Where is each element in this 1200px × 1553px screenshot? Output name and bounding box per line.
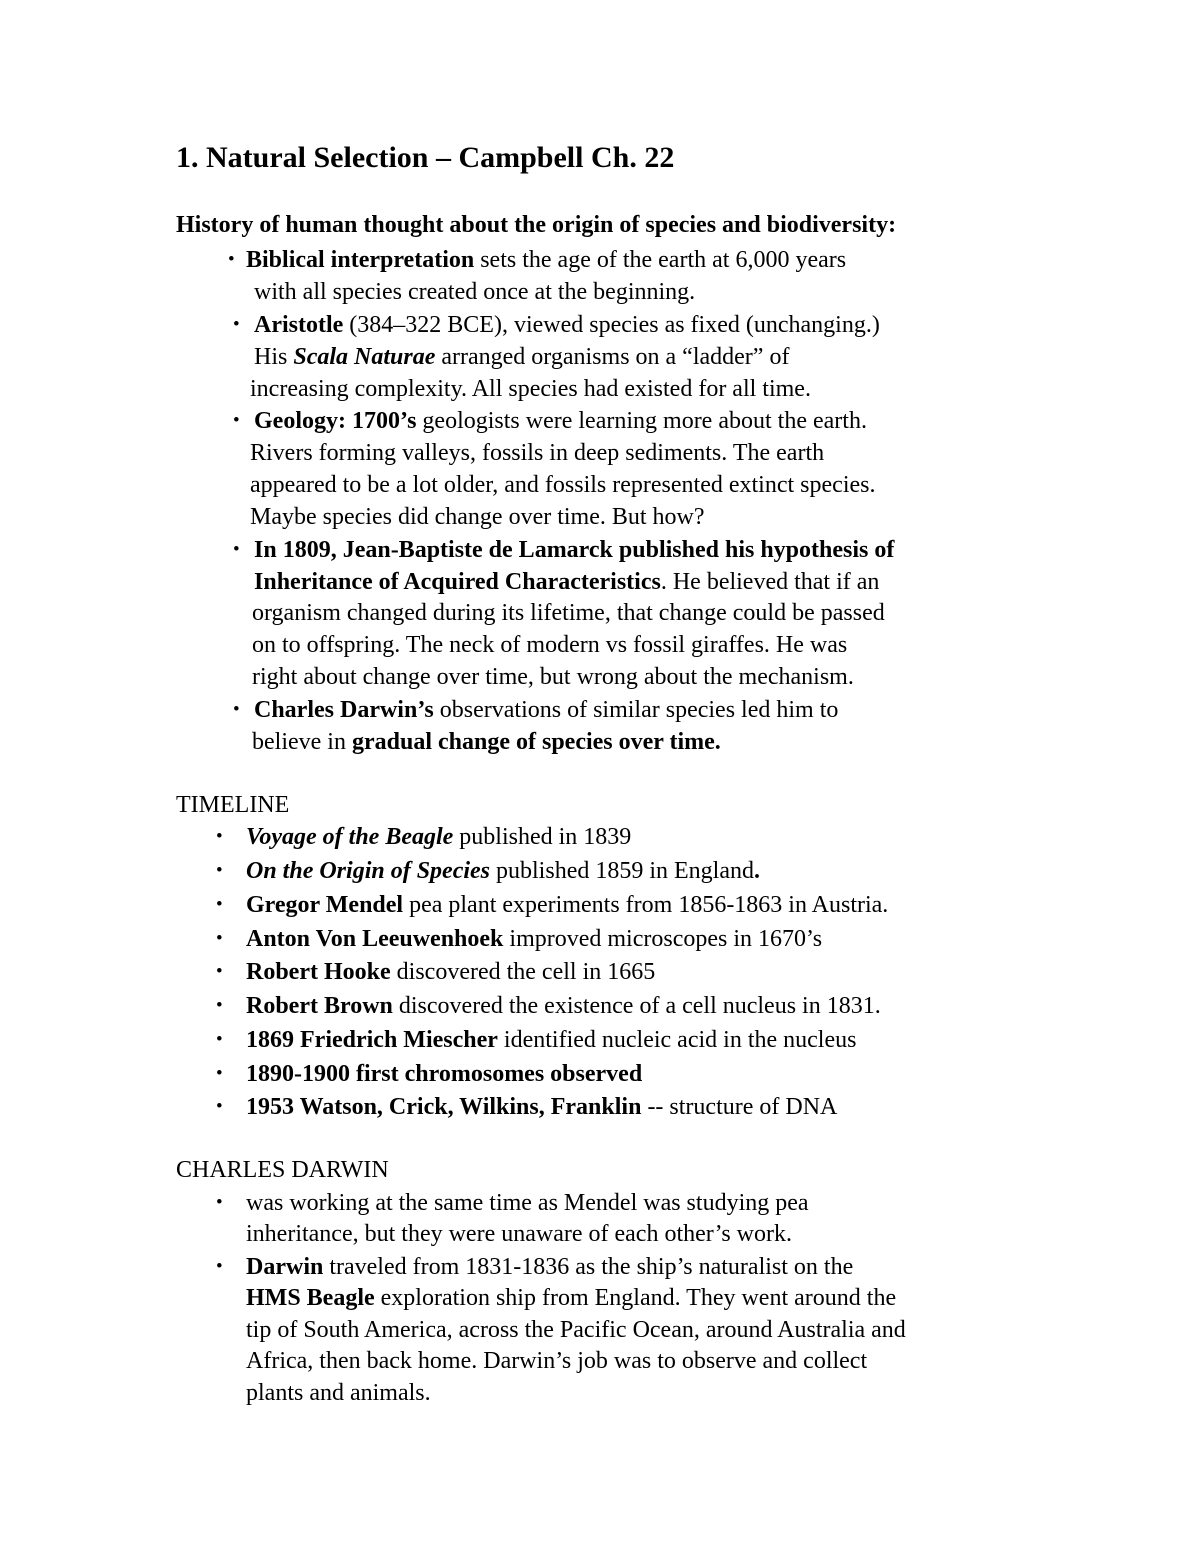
timeline-item: 1869 Friedrich Miescher identified nucleic acid in the nucleus — [246, 1027, 857, 1053]
page-title: 1. Natural Selection – Campbell Ch. 22 — [176, 141, 675, 174]
bullet-icon: • — [228, 249, 235, 270]
timeline-item: Anton Von Leeuwenhoek improved microscopes in 1670’s — [246, 926, 823, 952]
timeline-heading: TIMELINE — [176, 792, 290, 818]
darwin-item2-line2: HMS Beagle exploration ship from England. They went around the — [246, 1285, 897, 1311]
bullet-icon: • — [216, 928, 223, 949]
history-item-geology-line3: appeared to be a lot older, and fossils represented extinct species. — [250, 472, 876, 498]
timeline-item: Gregor Mendel pea plant experiments from 1856-1863 in Austria. — [246, 892, 889, 918]
bullet-icon: • — [216, 995, 223, 1016]
timeline-item: Robert Brown discovered the existence of a cell nucleus in 1831. — [246, 993, 881, 1019]
darwin-item2-line1: Darwin traveled from 1831-1836 as the ship’s naturalist on the — [246, 1254, 854, 1280]
timeline-item: On the Origin of Species published 1859 in England. — [246, 858, 760, 884]
history-heading: History of human thought about the origin of species and biodiversity: — [176, 212, 897, 238]
timeline-item: 1953 Watson, Crick, Wilkins, Franklin -- structure of DNA — [246, 1094, 838, 1120]
history-item-lamarck-line3: organism changed during its lifetime, that change could be passed — [252, 600, 885, 626]
history-item-darwin-line2: believe in gradual change of species over time. — [252, 729, 721, 755]
history-item-biblical-line1: Biblical interpretation sets the age of the earth at 6,000 years — [246, 247, 847, 273]
history-item-lamarck-line1: In 1809, Jean-Baptiste de Lamarck published his hypothesis of — [254, 537, 895, 563]
bullet-icon: • — [216, 1192, 223, 1213]
darwin-heading: CHARLES DARWIN — [176, 1157, 389, 1183]
bullet-icon: • — [216, 1096, 223, 1117]
history-item-lamarck-line4: on to offspring. The neck of modern vs fossil giraffes. He was — [252, 632, 848, 658]
history-item-aristotle-line2: His Scala Naturae arranged organisms on a “ladder” of — [254, 344, 790, 370]
bullet-icon: • — [216, 1029, 223, 1050]
timeline-item: 1890-1900 first chromosomes observed — [246, 1061, 643, 1087]
darwin-item2-line4: Africa, then back home. Darwin’s job was to observe and collect — [246, 1348, 868, 1374]
darwin-item2-line3: tip of South America, across the Pacific Ocean, around Australia and — [246, 1317, 906, 1343]
bullet-icon: • — [216, 1063, 223, 1084]
darwin-item1-line2: inheritance, but they were unaware of each other’s work. — [246, 1221, 792, 1247]
timeline-item: Voyage of the Beagle published in 1839 — [246, 824, 632, 850]
bullet-icon: • — [216, 826, 223, 847]
darwin-item2-line5: plants and animals. — [246, 1380, 431, 1406]
history-item-lamarck-line5: right about change over time, but wrong about the mechanism. — [252, 664, 854, 690]
history-item-aristotle-line1: Aristotle (384–322 BCE), viewed species as fixed (unchanging.) — [254, 312, 880, 338]
history-item-geology-line4: Maybe species did change over time. But how? — [250, 504, 705, 530]
bullet-icon: • — [216, 860, 223, 881]
history-item-lamarck-line2: Inheritance of Acquired Characteristics. He believed that if an — [254, 569, 880, 595]
bullet-icon: • — [233, 410, 240, 431]
history-item-aristotle-line3: increasing complexity. All species had existed for all time. — [250, 376, 811, 402]
darwin-item1-line1: was working at the same time as Mendel was studying pea — [246, 1190, 809, 1216]
bullet-icon: • — [216, 961, 223, 982]
bullet-icon: • — [216, 894, 223, 915]
history-item-geology-line2: Rivers forming valleys, fossils in deep sediments. The earth — [250, 440, 825, 466]
bullet-icon: • — [233, 699, 240, 720]
bullet-icon: • — [216, 1256, 223, 1277]
bullet-icon: • — [233, 314, 240, 335]
bullet-icon: • — [233, 539, 240, 560]
history-item-geology-line1: Geology: 1700’s geologists were learning more about the earth. — [254, 408, 867, 434]
history-item-darwin-line1: Charles Darwin’s observations of similar species led him to — [254, 697, 839, 723]
history-item-biblical-line2: with all species created once at the beginning. — [254, 279, 696, 305]
timeline-item: Robert Hooke discovered the cell in 1665 — [246, 959, 656, 985]
